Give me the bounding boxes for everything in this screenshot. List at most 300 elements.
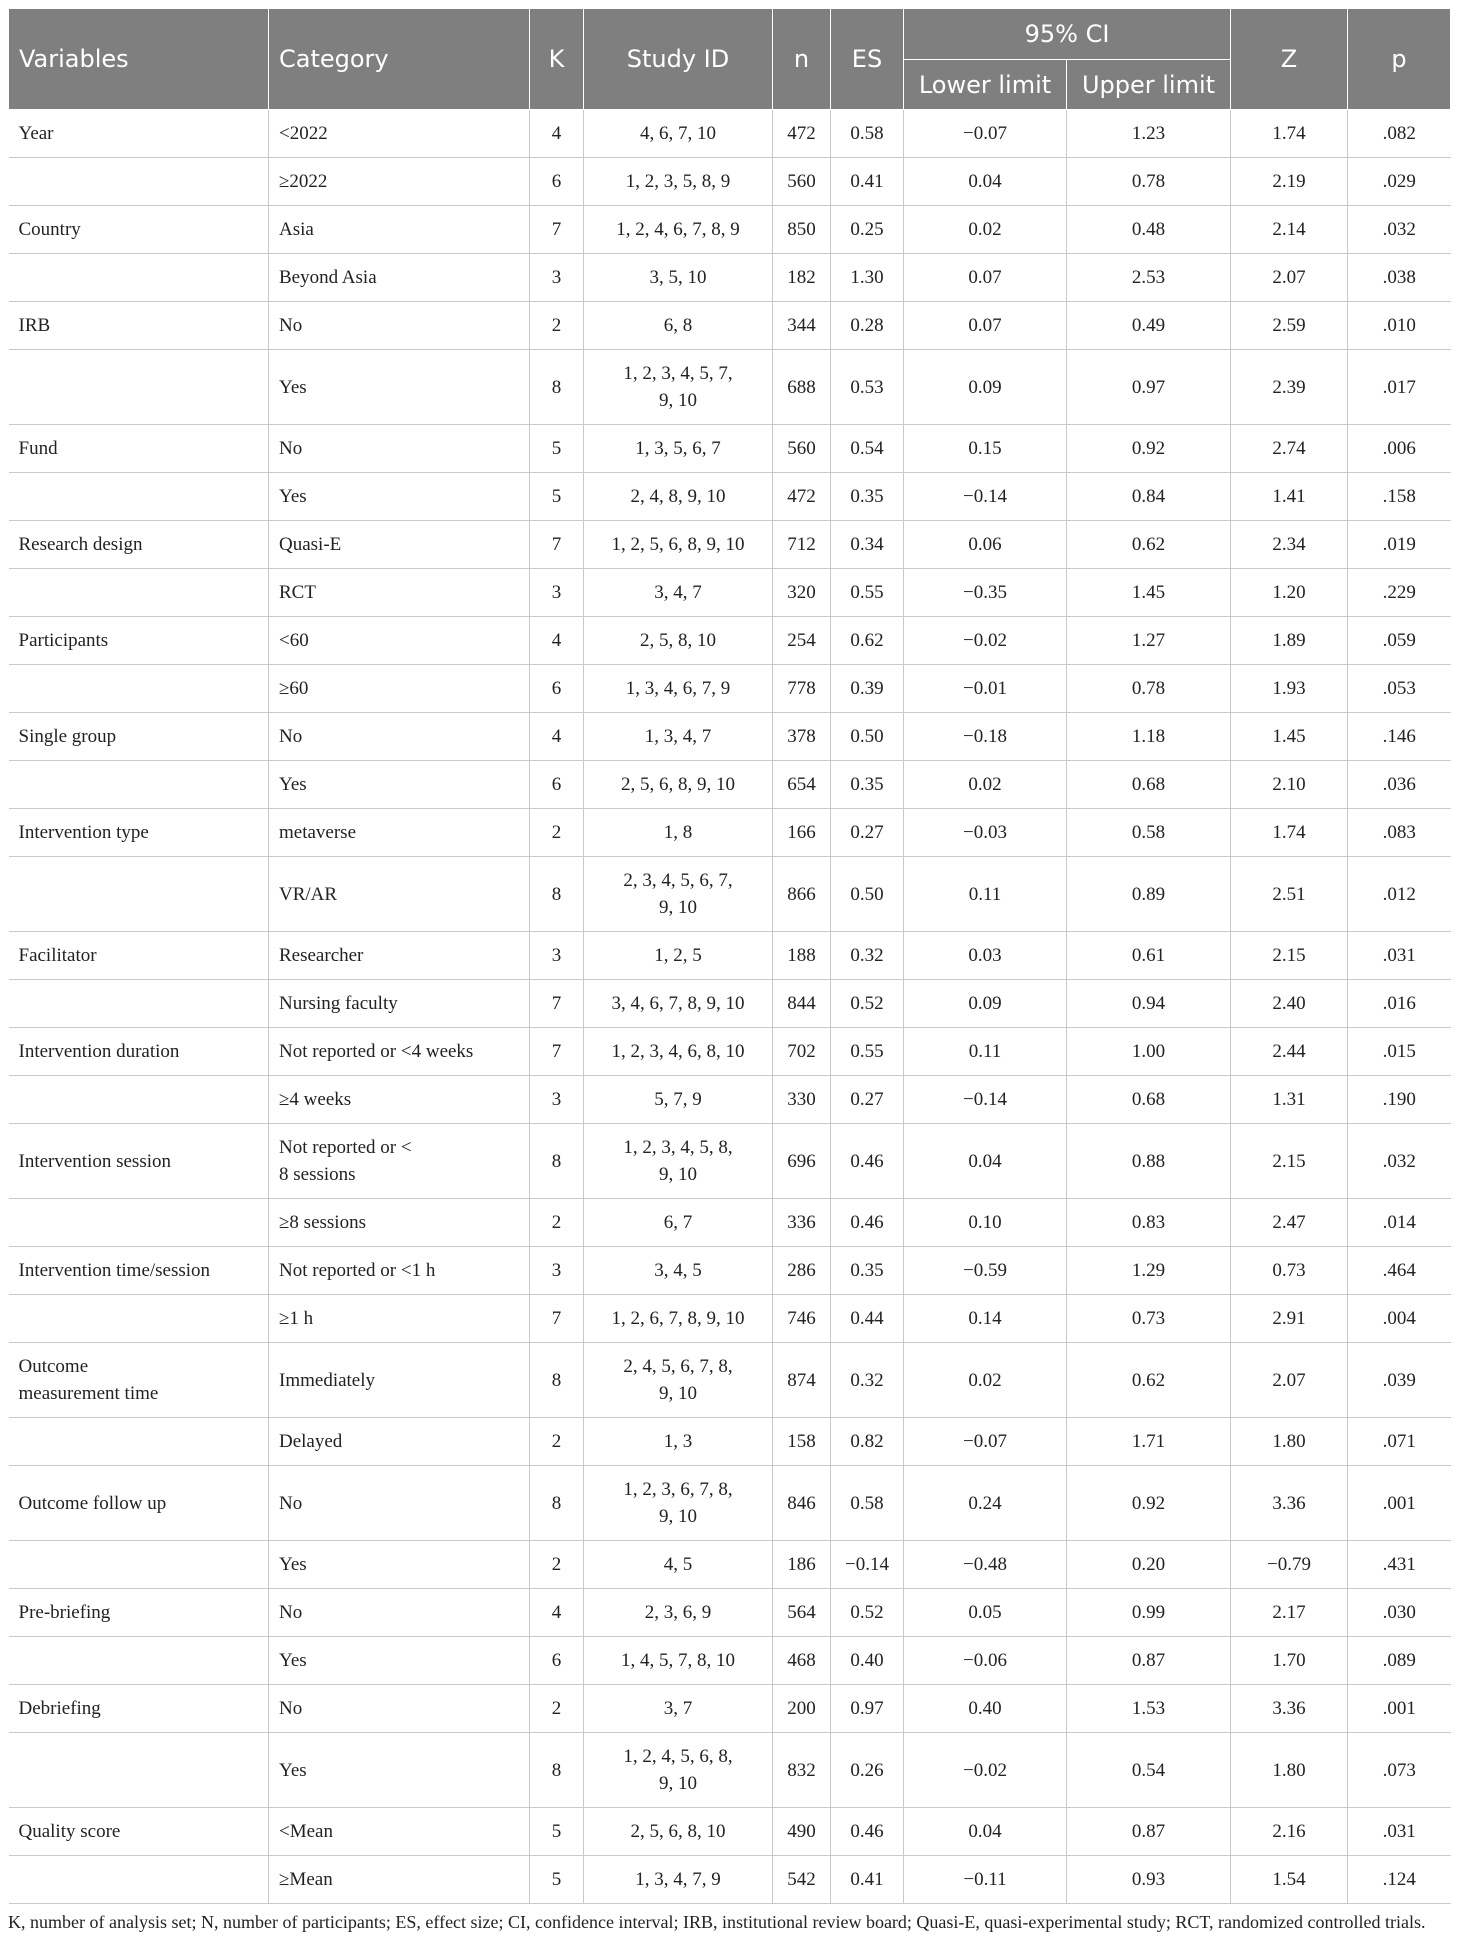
cell-category: RCT (269, 569, 530, 617)
cell-category: <2022 (269, 110, 530, 158)
cell-n: 832 (773, 1733, 831, 1808)
cell-upper-limit: 1.18 (1067, 713, 1231, 761)
cell-k: 8 (530, 1124, 584, 1199)
cell-upper-limit: 0.78 (1067, 158, 1231, 206)
cell-k: 2 (530, 1199, 584, 1247)
table-row (9, 110, 1451, 158)
cell-k: 5 (530, 1808, 584, 1856)
cell-es: 0.97 (831, 1685, 904, 1733)
table-container (8, 8, 1450, 1933)
cell-k: 2 (530, 809, 584, 857)
cell-upper-limit: 0.54 (1067, 1733, 1231, 1808)
cell-p: .032 (1348, 1124, 1451, 1199)
cell-upper-limit: 0.61 (1067, 932, 1231, 980)
cell-z: 1.54 (1231, 1856, 1348, 1904)
cell-variable (9, 158, 269, 206)
cell-p: .017 (1348, 350, 1451, 425)
cell-category: <Mean (269, 1808, 530, 1856)
cell-n: 688 (773, 350, 831, 425)
cell-p: .124 (1348, 1856, 1451, 1904)
table-row (9, 473, 1451, 521)
cell-category: No (269, 1466, 530, 1541)
table-row (9, 1028, 1451, 1076)
cell-n: 378 (773, 713, 831, 761)
cell-p: .464 (1348, 1247, 1451, 1295)
cell-n: 490 (773, 1808, 831, 1856)
cell-p: .190 (1348, 1076, 1451, 1124)
cell-es: 0.27 (831, 809, 904, 857)
cell-study-id: 3, 4, 5 (584, 1247, 773, 1295)
cell-es: 0.50 (831, 857, 904, 932)
cell-k: 5 (530, 1856, 584, 1904)
cell-p: .059 (1348, 617, 1451, 665)
cell-variable (9, 980, 269, 1028)
table-row (9, 350, 1451, 425)
table-row (9, 425, 1451, 473)
table-row (9, 302, 1451, 350)
cell-p: .030 (1348, 1589, 1451, 1637)
cell-lower-limit: 0.15 (904, 425, 1067, 473)
cell-category: ≥2022 (269, 158, 530, 206)
cell-lower-limit: −0.48 (904, 1541, 1067, 1589)
cell-lower-limit: −0.01 (904, 665, 1067, 713)
cell-study-id: 1, 2, 3, 4, 5, 7, 9, 10 (584, 350, 773, 425)
cell-es: 0.41 (831, 1856, 904, 1904)
cell-variable (9, 665, 269, 713)
cell-z: 0.73 (1231, 1247, 1348, 1295)
table-row (9, 665, 1451, 713)
cell-p: .071 (1348, 1418, 1451, 1466)
cell-n: 746 (773, 1295, 831, 1343)
cell-k: 3 (530, 1076, 584, 1124)
cell-upper-limit: 0.73 (1067, 1295, 1231, 1343)
cell-lower-limit: 0.11 (904, 1028, 1067, 1076)
cell-es: 0.39 (831, 665, 904, 713)
table-row (9, 1856, 1451, 1904)
cell-z: 3.36 (1231, 1466, 1348, 1541)
cell-n: 320 (773, 569, 831, 617)
cell-k: 8 (530, 1733, 584, 1808)
cell-z: 2.10 (1231, 761, 1348, 809)
cell-upper-limit: 0.99 (1067, 1589, 1231, 1637)
cell-k: 6 (530, 761, 584, 809)
cell-es: 0.35 (831, 761, 904, 809)
cell-study-id: 1, 4, 5, 7, 8, 10 (584, 1637, 773, 1685)
cell-n: 542 (773, 1856, 831, 1904)
cell-upper-limit: 0.78 (1067, 665, 1231, 713)
cell-lower-limit: −0.14 (904, 1076, 1067, 1124)
table-row (9, 1589, 1451, 1637)
cell-study-id: 5, 7, 9 (584, 1076, 773, 1124)
table-row (9, 206, 1451, 254)
cell-study-id: 2, 3, 4, 5, 6, 7, 9, 10 (584, 857, 773, 932)
cell-category: No (269, 302, 530, 350)
cell-variable: Intervention duration (9, 1028, 269, 1076)
cell-upper-limit: 0.68 (1067, 761, 1231, 809)
cell-study-id: 1, 3 (584, 1418, 773, 1466)
cell-k: 4 (530, 713, 584, 761)
cell-study-id: 1, 2, 3, 4, 6, 8, 10 (584, 1028, 773, 1076)
header-lower-limit: Lower limit (904, 60, 1067, 110)
cell-z: 1.89 (1231, 617, 1348, 665)
cell-n: 182 (773, 254, 831, 302)
cell-n: 472 (773, 110, 831, 158)
cell-k: 8 (530, 1466, 584, 1541)
cell-p: .031 (1348, 1808, 1451, 1856)
cell-study-id: 2, 5, 6, 8, 9, 10 (584, 761, 773, 809)
cell-lower-limit: −0.07 (904, 110, 1067, 158)
cell-k: 7 (530, 206, 584, 254)
cell-p: .146 (1348, 713, 1451, 761)
cell-p: .001 (1348, 1466, 1451, 1541)
cell-z: 2.44 (1231, 1028, 1348, 1076)
cell-study-id: 1, 3, 4, 6, 7, 9 (584, 665, 773, 713)
cell-study-id: 1, 2, 3, 5, 8, 9 (584, 158, 773, 206)
cell-category: Yes (269, 761, 530, 809)
cell-variable (9, 1199, 269, 1247)
cell-es: 0.41 (831, 158, 904, 206)
cell-p: .158 (1348, 473, 1451, 521)
cell-category: No (269, 1589, 530, 1637)
cell-es: 0.32 (831, 932, 904, 980)
cell-variable (9, 1418, 269, 1466)
cell-study-id: 3, 4, 7 (584, 569, 773, 617)
cell-study-id: 1, 3, 4, 7, 9 (584, 1856, 773, 1904)
cell-n: 188 (773, 932, 831, 980)
cell-category: Yes (269, 473, 530, 521)
table-row (9, 1685, 1451, 1733)
cell-n: 846 (773, 1466, 831, 1541)
cell-es: 0.55 (831, 1028, 904, 1076)
cell-category: ≥1 h (269, 1295, 530, 1343)
cell-p: .083 (1348, 809, 1451, 857)
header-study-id: Study ID (584, 9, 773, 110)
cell-variable: Quality score (9, 1808, 269, 1856)
cell-es: 0.32 (831, 1343, 904, 1418)
cell-study-id: 6, 7 (584, 1199, 773, 1247)
cell-k: 4 (530, 617, 584, 665)
cell-variable: Facilitator (9, 932, 269, 980)
cell-category: Researcher (269, 932, 530, 980)
cell-study-id: 4, 6, 7, 10 (584, 110, 773, 158)
cell-lower-limit: −0.59 (904, 1247, 1067, 1295)
cell-p: .012 (1348, 857, 1451, 932)
cell-lower-limit: 0.09 (904, 350, 1067, 425)
cell-category: ≥4 weeks (269, 1076, 530, 1124)
cell-upper-limit: 0.62 (1067, 521, 1231, 569)
cell-p: .015 (1348, 1028, 1451, 1076)
cell-es: 0.35 (831, 473, 904, 521)
cell-k: 2 (530, 1541, 584, 1589)
cell-variable: Participants (9, 617, 269, 665)
cell-k: 7 (530, 980, 584, 1028)
cell-z: 2.14 (1231, 206, 1348, 254)
cell-study-id: 1, 2, 3, 6, 7, 8, 9, 10 (584, 1466, 773, 1541)
cell-k: 6 (530, 665, 584, 713)
cell-category: No (269, 1685, 530, 1733)
cell-variable (9, 761, 269, 809)
cell-n: 560 (773, 158, 831, 206)
cell-category: Beyond Asia (269, 254, 530, 302)
cell-k: 3 (530, 569, 584, 617)
cell-category: ≥60 (269, 665, 530, 713)
cell-category: Immediately (269, 1343, 530, 1418)
cell-category: Quasi-E (269, 521, 530, 569)
cell-lower-limit: 0.14 (904, 1295, 1067, 1343)
cell-n: 560 (773, 425, 831, 473)
table-row (9, 932, 1451, 980)
cell-variable (9, 1856, 269, 1904)
cell-lower-limit: 0.11 (904, 857, 1067, 932)
cell-z: 2.17 (1231, 1589, 1348, 1637)
cell-es: 0.46 (831, 1199, 904, 1247)
cell-es: 0.53 (831, 350, 904, 425)
cell-z: 1.45 (1231, 713, 1348, 761)
cell-category: ≥Mean (269, 1856, 530, 1904)
cell-lower-limit: 0.09 (904, 980, 1067, 1028)
cell-upper-limit: 0.94 (1067, 980, 1231, 1028)
cell-upper-limit: 0.89 (1067, 857, 1231, 932)
header-n: n (773, 9, 831, 110)
cell-variable (9, 569, 269, 617)
cell-study-id: 6, 8 (584, 302, 773, 350)
cell-z: 2.34 (1231, 521, 1348, 569)
cell-lower-limit: −0.11 (904, 1856, 1067, 1904)
cell-study-id: 1, 2, 6, 7, 8, 9, 10 (584, 1295, 773, 1343)
cell-variable (9, 1295, 269, 1343)
cell-k: 8 (530, 1343, 584, 1418)
cell-p: .032 (1348, 206, 1451, 254)
cell-study-id: 2, 4, 5, 6, 7, 8, 9, 10 (584, 1343, 773, 1418)
cell-es: 0.58 (831, 1466, 904, 1541)
cell-k: 6 (530, 1637, 584, 1685)
cell-lower-limit: 0.02 (904, 1343, 1067, 1418)
table-row (9, 809, 1451, 857)
cell-category: Yes (269, 350, 530, 425)
cell-variable: Outcome follow up (9, 1466, 269, 1541)
cell-study-id: 3, 5, 10 (584, 254, 773, 302)
cell-k: 8 (530, 857, 584, 932)
cell-lower-limit: 0.40 (904, 1685, 1067, 1733)
header-upper-limit: Upper limit (1067, 60, 1231, 110)
table-row (9, 761, 1451, 809)
table-row (9, 1343, 1451, 1418)
cell-es: 0.58 (831, 110, 904, 158)
cell-lower-limit: −0.02 (904, 1733, 1067, 1808)
cell-n: 186 (773, 1541, 831, 1589)
cell-upper-limit: 0.20 (1067, 1541, 1231, 1589)
cell-es: 0.52 (831, 1589, 904, 1637)
cell-upper-limit: 0.92 (1067, 1466, 1231, 1541)
table-row (9, 1637, 1451, 1685)
cell-es: 0.82 (831, 1418, 904, 1466)
cell-lower-limit: 0.07 (904, 254, 1067, 302)
cell-lower-limit: 0.02 (904, 206, 1067, 254)
cell-z: 1.74 (1231, 809, 1348, 857)
cell-variable: Fund (9, 425, 269, 473)
table-row (9, 1418, 1451, 1466)
header-z: Z (1231, 9, 1348, 110)
cell-p: .006 (1348, 425, 1451, 473)
cell-variable (9, 1076, 269, 1124)
cell-study-id: 1, 2, 5, 6, 8, 9, 10 (584, 521, 773, 569)
cell-upper-limit: 0.58 (1067, 809, 1231, 857)
cell-lower-limit: 0.24 (904, 1466, 1067, 1541)
cell-es: 0.34 (831, 521, 904, 569)
cell-upper-limit: 0.62 (1067, 1343, 1231, 1418)
cell-k: 2 (530, 1685, 584, 1733)
cell-es: −0.14 (831, 1541, 904, 1589)
cell-lower-limit: −0.35 (904, 569, 1067, 617)
cell-p: .016 (1348, 980, 1451, 1028)
cell-n: 166 (773, 809, 831, 857)
cell-lower-limit: −0.14 (904, 473, 1067, 521)
cell-n: 336 (773, 1199, 831, 1247)
cell-z: 1.74 (1231, 110, 1348, 158)
cell-upper-limit: 0.97 (1067, 350, 1231, 425)
cell-lower-limit: 0.05 (904, 1589, 1067, 1637)
cell-es: 0.54 (831, 425, 904, 473)
cell-lower-limit: −0.07 (904, 1418, 1067, 1466)
cell-p: .089 (1348, 1637, 1451, 1685)
cell-lower-limit: 0.04 (904, 158, 1067, 206)
cell-study-id: 1, 2, 4, 5, 6, 8, 9, 10 (584, 1733, 773, 1808)
cell-n: 254 (773, 617, 831, 665)
cell-upper-limit: 0.87 (1067, 1637, 1231, 1685)
cell-k: 6 (530, 158, 584, 206)
cell-upper-limit: 0.68 (1067, 1076, 1231, 1124)
cell-n: 696 (773, 1124, 831, 1199)
cell-z: 2.47 (1231, 1199, 1348, 1247)
header-ci: 95% CI (904, 9, 1231, 60)
cell-variable: IRB (9, 302, 269, 350)
cell-p: .004 (1348, 1295, 1451, 1343)
cell-category: <60 (269, 617, 530, 665)
cell-category: VR/AR (269, 857, 530, 932)
cell-es: 0.44 (831, 1295, 904, 1343)
table-row (9, 1541, 1451, 1589)
cell-variable: Intervention session (9, 1124, 269, 1199)
header-category: Category (269, 9, 530, 110)
cell-n: 844 (773, 980, 831, 1028)
cell-upper-limit: 0.93 (1067, 1856, 1231, 1904)
cell-lower-limit: 0.07 (904, 302, 1067, 350)
cell-lower-limit: 0.04 (904, 1808, 1067, 1856)
table-row (9, 1733, 1451, 1808)
cell-z: 2.19 (1231, 158, 1348, 206)
table-row (9, 617, 1451, 665)
cell-category: No (269, 713, 530, 761)
cell-study-id: 1, 8 (584, 809, 773, 857)
cell-p: .019 (1348, 521, 1451, 569)
cell-p: .053 (1348, 665, 1451, 713)
cell-es: 0.26 (831, 1733, 904, 1808)
cell-n: 472 (773, 473, 831, 521)
cell-z: 2.15 (1231, 932, 1348, 980)
table-row (9, 980, 1451, 1028)
cell-n: 654 (773, 761, 831, 809)
cell-variable (9, 473, 269, 521)
cell-upper-limit: 0.84 (1067, 473, 1231, 521)
table-row (9, 1247, 1451, 1295)
cell-z: 2.40 (1231, 980, 1348, 1028)
cell-es: 0.40 (831, 1637, 904, 1685)
table-row (9, 1124, 1451, 1199)
cell-study-id: 1, 3, 5, 6, 7 (584, 425, 773, 473)
cell-lower-limit: −0.02 (904, 617, 1067, 665)
cell-lower-limit: 0.02 (904, 761, 1067, 809)
cell-lower-limit: −0.06 (904, 1637, 1067, 1685)
cell-k: 5 (530, 473, 584, 521)
cell-k: 7 (530, 1028, 584, 1076)
cell-p: .014 (1348, 1199, 1451, 1247)
table-row (9, 521, 1451, 569)
cell-p: .073 (1348, 1733, 1451, 1808)
cell-p: .038 (1348, 254, 1451, 302)
cell-upper-limit: 1.27 (1067, 617, 1231, 665)
cell-lower-limit: −0.18 (904, 713, 1067, 761)
cell-es: 0.28 (831, 302, 904, 350)
cell-study-id: 2, 4, 8, 9, 10 (584, 473, 773, 521)
cell-upper-limit: 0.87 (1067, 1808, 1231, 1856)
cell-upper-limit: 0.49 (1067, 302, 1231, 350)
cell-k: 7 (530, 521, 584, 569)
cell-category: Asia (269, 206, 530, 254)
cell-es: 0.62 (831, 617, 904, 665)
cell-p: .036 (1348, 761, 1451, 809)
cell-z: 2.16 (1231, 1808, 1348, 1856)
cell-category: No (269, 425, 530, 473)
header-es: ES (831, 9, 904, 110)
table-header (9, 9, 1451, 110)
cell-z: 2.91 (1231, 1295, 1348, 1343)
cell-variable: Country (9, 206, 269, 254)
cell-category: ≥8 sessions (269, 1199, 530, 1247)
cell-category: Not reported or < 8 sessions (269, 1124, 530, 1199)
header-p: p (1348, 9, 1451, 110)
cell-p: .082 (1348, 110, 1451, 158)
cell-upper-limit: 1.29 (1067, 1247, 1231, 1295)
cell-n: 468 (773, 1637, 831, 1685)
cell-n: 286 (773, 1247, 831, 1295)
cell-n: 344 (773, 302, 831, 350)
cell-variable: Research design (9, 521, 269, 569)
cell-variable (9, 1637, 269, 1685)
cell-k: 3 (530, 932, 584, 980)
cell-category: Not reported or <1 h (269, 1247, 530, 1295)
cell-k: 8 (530, 350, 584, 425)
cell-upper-limit: 1.00 (1067, 1028, 1231, 1076)
table-row (9, 254, 1451, 302)
cell-category: Yes (269, 1541, 530, 1589)
cell-n: 330 (773, 1076, 831, 1124)
cell-category: Delayed (269, 1418, 530, 1466)
cell-variable (9, 1733, 269, 1808)
cell-n: 850 (773, 206, 831, 254)
cell-study-id: 1, 2, 4, 6, 7, 8, 9 (584, 206, 773, 254)
table-body (9, 110, 1451, 1904)
cell-variable (9, 254, 269, 302)
cell-study-id: 2, 5, 8, 10 (584, 617, 773, 665)
cell-n: 874 (773, 1343, 831, 1418)
cell-es: 0.52 (831, 980, 904, 1028)
cell-p: .029 (1348, 158, 1451, 206)
cell-z: −0.79 (1231, 1541, 1348, 1589)
cell-z: 3.36 (1231, 1685, 1348, 1733)
cell-z: 2.51 (1231, 857, 1348, 932)
cell-p: .229 (1348, 569, 1451, 617)
cell-z: 1.80 (1231, 1418, 1348, 1466)
